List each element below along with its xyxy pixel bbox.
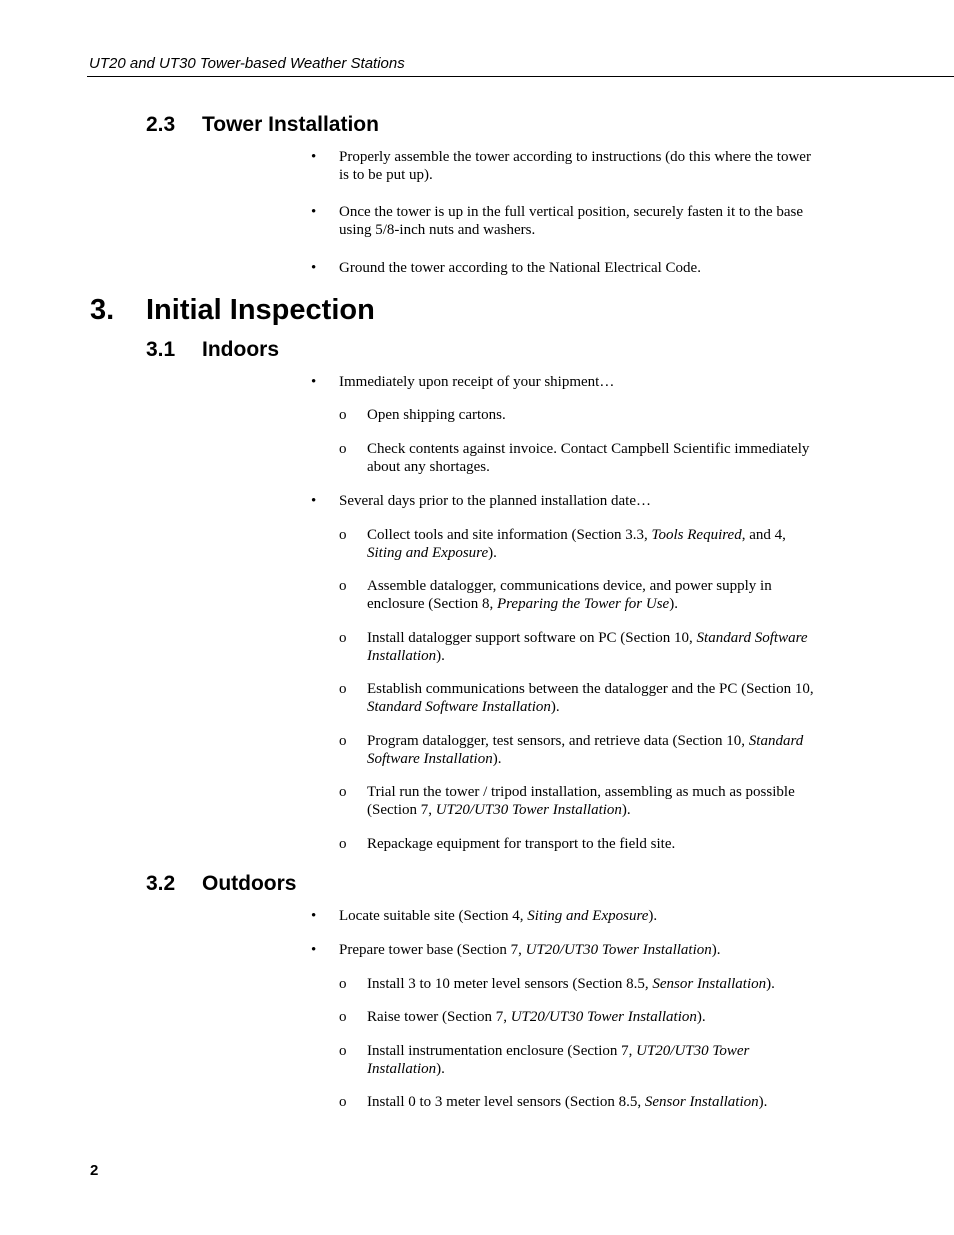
bullet-marker: •	[311, 374, 317, 390]
sub-item: o Install instrumentation enclosure (Section 7, UT20/UT30 Tower Installation).	[339, 1043, 750, 1077]
sub-item: o Open shipping cartons.	[339, 407, 506, 423]
section-title: Tower Installation	[202, 113, 379, 136]
sub-marker: o	[339, 441, 347, 457]
sub-marker: o	[339, 976, 347, 992]
sub-item: o Install 3 to 10 meter level sensors (Section 8.5, Sensor Installation).	[339, 976, 775, 992]
sub-item: o Assemble datalogger, communications device, and power supply in enclosure (Section 8, Preparing the Tower for Use).	[339, 578, 772, 612]
sub-item: o Collect tools and site information (Section 3.3, Tools Required, and 4, Siting and Exposure).	[339, 527, 786, 561]
bullet-marker: •	[311, 204, 317, 220]
bullet-item: • Immediately upon receipt of your shipment…	[311, 374, 615, 390]
page-number: 2	[90, 1162, 99, 1179]
sub-marker: o	[339, 836, 347, 852]
running-header: UT20 and UT30 Tower-based Weather Stations	[89, 55, 405, 72]
bullet-item: • Locate suitable site (Section 4, Siting and Exposure).	[311, 908, 658, 924]
bullet-marker: •	[311, 149, 317, 165]
section-number: 3.1	[146, 338, 176, 361]
sub-marker: o	[339, 1009, 347, 1025]
chapter-title: Initial Inspection	[146, 294, 375, 326]
heading-2-3	[146, 113, 379, 137]
sub-item: o Establish communications between the datalogger and the PC (Section 10, Standard Software Installation).	[339, 681, 814, 715]
sub-marker: o	[339, 733, 347, 749]
header-rule	[87, 76, 954, 77]
sub-marker: o	[339, 784, 347, 800]
sub-item: o Raise tower (Section 7, UT20/UT30 Tower Installation).	[339, 1009, 706, 1025]
bullet-marker: •	[311, 260, 317, 276]
section-title: Indoors	[202, 338, 279, 361]
bullet-item: • Properly assemble the tower according to instructions (do this where the tower is to be put up).	[311, 149, 811, 183]
section-number: 2.3	[146, 113, 176, 136]
sub-marker: o	[339, 1043, 347, 1059]
sub-item: o Repackage equipment for transport to the field site.	[339, 836, 676, 852]
heading-3-2	[146, 872, 297, 896]
section-number: 3.2	[146, 872, 176, 895]
heading-3	[90, 294, 375, 327]
section-title: Outdoors	[202, 872, 297, 895]
bullet-item: • Once the tower is up in the full vertical position, securely fasten it to the base using 5/8-inch nuts and washers.	[311, 204, 804, 238]
sub-marker: o	[339, 407, 347, 423]
sub-marker: o	[339, 1094, 347, 1110]
sub-item: o Install 0 to 3 meter level sensors (Section 8.5, Sensor Installation).	[339, 1094, 768, 1110]
bullet-item: • Prepare tower base (Section 7, UT20/UT30 Tower Installation).	[311, 942, 721, 958]
bullet-marker: •	[311, 908, 317, 924]
bullet-marker: •	[311, 942, 317, 958]
heading-3-1	[146, 338, 279, 362]
sub-marker: o	[339, 681, 347, 697]
sub-item: o Trial run the tower / tripod installation, assembling as much as possible (Section 7, UT20/UT30 Tower Installation).	[339, 784, 795, 818]
sub-item: o Install datalogger support software on PC (Section 10, Standard Software Installation).	[339, 630, 808, 664]
sub-item: o Check contents against invoice. Contact Campbell Scientific immediately about any shortages.	[339, 441, 810, 475]
bullet-marker: •	[311, 493, 317, 509]
sub-item: o Program datalogger, test sensors, and retrieve data (Section 10, Standard Software Installation).	[339, 733, 804, 767]
sub-marker: o	[339, 527, 347, 543]
bullet-item: • Ground the tower according to the National Electrical Code.	[311, 260, 701, 276]
sub-marker: o	[339, 578, 347, 594]
sub-marker: o	[339, 630, 347, 646]
chapter-number: 3.	[90, 294, 115, 326]
bullet-item: • Several days prior to the planned installation date…	[311, 493, 651, 509]
